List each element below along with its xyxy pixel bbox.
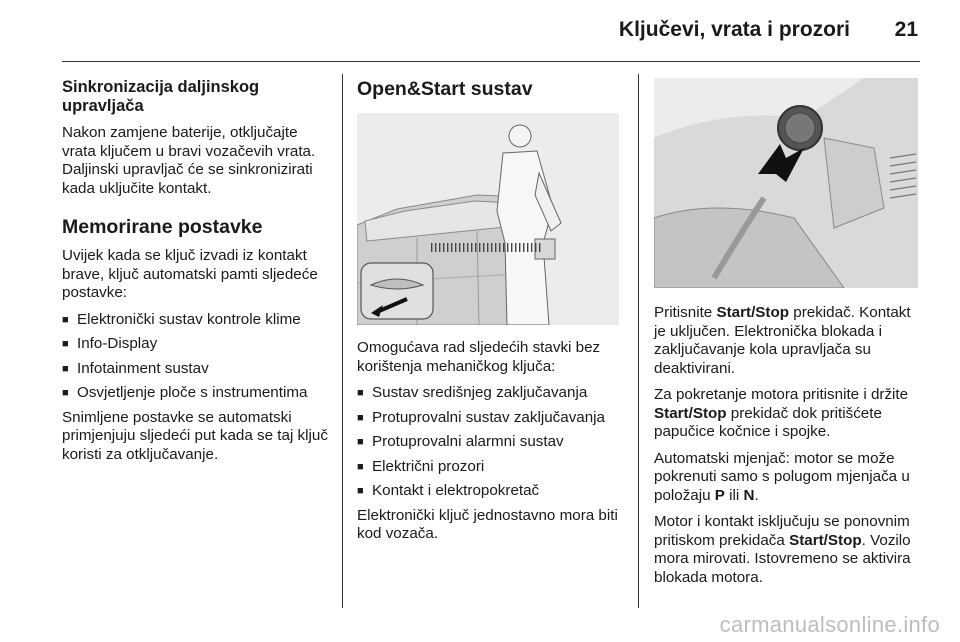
header-rule — [62, 61, 920, 62]
automatic-gearbox-paragraph: Automatski mjenjač: motor se može pokrenuti samo s polugom mjenjača u položaju P ili N. — [654, 449, 910, 504]
memory-list — [62, 311, 332, 403]
page-header-title: Ključevi, vrata i prozori — [618, 18, 850, 41]
list-item: ■ Kontakt i elektropokretač — [357, 482, 629, 501]
start-stop-label: Start/Stop — [716, 304, 790, 321]
list-item: ■ Info-Display — [62, 335, 332, 354]
watermark: carmanualsonline.info — [719, 612, 940, 637]
gear-n-label: N — [743, 486, 755, 504]
start-stop-paragraph-4: Motor i kontakt isključuju se ponovnim pritiskom prekidača Start/Stop. Vozilo mora mirovati. Istovremeno se aktivira blokada motora. — [654, 513, 911, 586]
open-start-outro: Elektronički ključ jednostavno mora biti kod vozača. — [357, 506, 618, 542]
list-item: ■ Protuprovalni alarmni sustav — [357, 433, 629, 452]
list-item: ■ Elektronički sustav kontrole klime — [62, 311, 332, 330]
open-start-illustration — [357, 113, 619, 325]
start-stop-paragraph-1: Pritisnite Start/Stop prekidač. Kontakt je uključen. Elektronička blokada i zaključavanje kola upravljača su deaktivirani. — [654, 304, 911, 377]
list-item: ■ Infotainment sustav — [62, 360, 332, 379]
open-start-list — [357, 384, 629, 501]
left-column — [62, 78, 332, 472]
sync-text: Nakon zamjene baterije, otključajte vrata ključem u bravi vozačevih vrata. Daljinski upravljač će se sinkronizirati kada uključite kontakt. — [62, 124, 316, 197]
start-stop-label: Start/Stop — [789, 531, 862, 549]
column-divider-left — [342, 74, 343, 608]
column-divider-right — [638, 74, 639, 608]
start-stop-paragraph-2: Za pokretanje motora pritisnite i držite Start/Stop prekidač dok pritišćete papučice kočnice i spojke. — [654, 386, 909, 440]
memory-intro: Uvijek kada se ključ izvadi iz kontakt brave, ključ automatski pamti sljedeće postavke: — [62, 247, 318, 301]
middle-column — [357, 78, 629, 552]
start-stop-label: Start/Stop — [654, 404, 727, 422]
open-start-heading: Open&Start sustav — [357, 78, 533, 100]
page-number: 21 — [894, 18, 918, 41]
list-item: ■ Sustav središnjeg zaključavanja — [357, 384, 629, 403]
memory-outro: Snimljene postavke se automatski primjenjuju sljedeći put kada se taj ključ koristi za otključavanje. — [62, 408, 328, 463]
gear-p-label: P — [714, 486, 725, 504]
list-item: ■ Električni prozori — [357, 458, 629, 477]
list-item: ■ Protuprovalni sustav zaključavanja — [357, 409, 629, 428]
list-item: ■ Osvjetljenje ploče s instrumentima — [62, 384, 332, 403]
sync-heading: Sinkronizacija daljinskog upravljača — [62, 78, 260, 115]
memory-heading: Memorirane postavke — [62, 216, 263, 238]
start-stop-button-illustration — [654, 78, 918, 288]
open-start-intro: Omogućava rad sljedećih stavki bez korištenja mehaničkog ključa: — [357, 339, 601, 375]
right-column — [654, 78, 926, 595]
